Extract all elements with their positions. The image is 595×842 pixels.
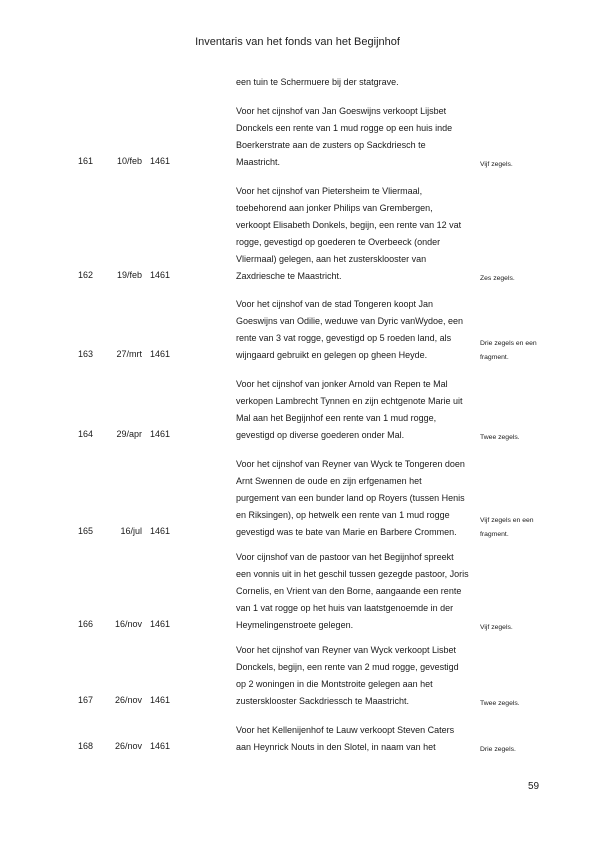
entry-date: 10/feb <box>116 156 142 166</box>
entry-note-line: Zes zegels. <box>480 275 515 282</box>
entry-date: 16/nov <box>114 619 142 629</box>
entry-year: 1461 <box>150 270 171 280</box>
entry-description-line: rente van 3 vat rogge, gevestigd op 5 roeden land, als <box>236 333 452 343</box>
entry-description-line: Boerkerstrate aan de zusters op Sackdriesch te <box>236 140 426 150</box>
entry-date: 27/mrt <box>116 349 142 359</box>
entry-number: 168 <box>78 741 94 751</box>
entry-description-line: en Riksingen), op hetwelk een rente van 1 mud rogge <box>236 510 450 520</box>
entry-number: 163 <box>78 349 94 359</box>
entry-description-line: gevestigd was te bate van Marie en Barbere Crommen. <box>236 527 457 537</box>
entry-description <box>236 183 472 285</box>
entry-note <box>480 158 562 172</box>
entry-description <box>236 296 472 364</box>
entry-year: 1461 <box>150 526 171 536</box>
entry-description-line: Voor het cijnshof van de stad Tongeren koopt Jan <box>236 299 433 309</box>
entry-note <box>480 697 562 711</box>
entry-note <box>480 621 562 635</box>
entry-description-line: Voor cijnshof van de pastoor van het Begijnhof spreekt <box>236 552 454 562</box>
entry-description-line: Zaxdriesche te Maastricht. <box>236 271 342 281</box>
entry-description-line: van 1 vat rogge op het huis van laatstgenoemde in der <box>236 603 454 613</box>
entry-description-line: Vliermaal) gelegen, aan het zustersklooster van <box>236 254 427 264</box>
entry-year: 1461 <box>150 156 171 166</box>
entry-number: 162 <box>78 270 94 280</box>
entry-year: 1461 <box>150 695 171 705</box>
entry-number: 165 <box>78 526 94 536</box>
entry-number: 167 <box>78 695 94 705</box>
entry-description-line: Arnt Swennen de oude en zijn erfgenamen het <box>236 476 422 486</box>
entry-description-line: aan Heynrick Nouts in den Slotel, in naam van het <box>236 742 436 752</box>
entry-year: 1461 <box>150 741 171 751</box>
entry-note <box>480 743 562 757</box>
entry-description-line: Donckels een rente van 1 mud rogge op een huis inde <box>236 123 453 133</box>
entry-description-line: rogge, gevestigd op goederen te Overbeeck (onder <box>236 237 441 247</box>
entry-note-line: Twee zegels. <box>480 434 520 441</box>
entry-description-line: wijngaard gebruikt en gelegen op gheen Heyde. <box>236 350 428 360</box>
entry-description-line: toebehorend aan jonker Philips van Grembergen, <box>236 203 433 213</box>
entry-description <box>236 376 472 444</box>
entry-description-line: Voor het Kellenijenhof te Lauw verkoopt Steven Caters <box>236 725 455 735</box>
entry-number: 161 <box>78 156 94 166</box>
entry-year: 1461 <box>150 619 171 629</box>
entry-number: 166 <box>78 619 94 629</box>
entry-date: 29/apr <box>116 429 142 439</box>
entry-note-line: Vijf zegels. <box>480 624 513 631</box>
entry-note-line: Vijf zegels. <box>480 161 513 168</box>
entry-description-line: gevestigd op diverse goederen onder Mal. <box>236 430 405 440</box>
entry-description-line: Voor het cijnshof van jonker Arnold van Repen te Mal <box>236 379 448 389</box>
entry-description-line: Mal aan het Begijnhof een rente van 1 mud rogge, <box>236 413 437 423</box>
entry-description-line: een vonnis uit in het geschil tussen gezegde pastoor, Joris <box>236 569 469 579</box>
entry-description-line: verkopen Lambrecht Tynnen en zijn echtgenote Marie uit <box>236 396 463 406</box>
intro-text: een tuin te Schermuere bij der statgrave. <box>236 77 399 87</box>
entry-description-line: Goeswijns van Odilie, weduwe van Dyric vanWydoe, een <box>236 316 464 326</box>
entry-description-line: Voor het cijnshof van Pietersheim te Vliermaal, <box>236 186 423 196</box>
entry-note-line: Drie zegels. <box>480 746 516 753</box>
entry-description <box>236 642 472 710</box>
entry-description-line: purgement van een bunder land op Royers (tussen Henis <box>236 493 465 503</box>
entry-number: 164 <box>78 429 94 439</box>
entry-note <box>480 272 562 286</box>
entry-year: 1461 <box>150 349 171 359</box>
entry-description-line: zustersklooster Sackdriessch te Maastricht. <box>236 696 410 706</box>
entry-description-line: Maastricht. <box>236 157 281 167</box>
entry-note-line: fragment. <box>480 354 509 361</box>
entry-date: 16/jul <box>120 526 142 536</box>
entry-description <box>236 549 472 634</box>
entry-note <box>480 337 562 365</box>
entry-description-line: Voor het cijnshof van Reyner van Wyck verkoopt Lisbet <box>236 645 457 655</box>
page-number: 59 <box>528 781 540 792</box>
document-header: Inventaris van het fonds van het Begijnhof <box>195 36 400 48</box>
entry-description <box>236 722 472 756</box>
entry-year: 1461 <box>150 429 171 439</box>
entry-note-line: Vijf zegels en een <box>480 517 534 524</box>
entry-date: 26/nov <box>114 741 142 751</box>
entry-description-line: Heymelingenstroete gelegen. <box>236 620 354 630</box>
entry-description-line: Voor het cijnshof van Reyner van Wyck te Tongeren doen <box>236 459 465 469</box>
entry-description-line: Voor het cijnshof van Jan Goeswijns verkoopt Lijsbet <box>236 106 447 116</box>
entry-description-line: Cornelis, en Vrient van den Borne, aangaande een rente <box>236 586 462 596</box>
entry-note-line: Twee zegels. <box>480 700 520 707</box>
entry-description <box>236 103 472 171</box>
entry-description-line: op 2 woningen in die Montstroite gelegen aan het <box>236 679 433 689</box>
entry-note-line: fragment. <box>480 531 509 538</box>
entry-date: 19/feb <box>116 270 142 280</box>
entry-description <box>236 456 472 541</box>
entry-note <box>480 514 562 542</box>
entry-note-line: Drie zegels en een <box>480 340 537 347</box>
entry-note <box>480 431 562 445</box>
entry-date: 26/nov <box>114 695 142 705</box>
entry-description-line: Donckels, begijn, een rente van 2 mud rogge, gevestigd <box>236 662 459 672</box>
entry-description-line: verkoopt Elisabeth Donkels, begijn, een rente van 12 vat <box>236 220 462 230</box>
